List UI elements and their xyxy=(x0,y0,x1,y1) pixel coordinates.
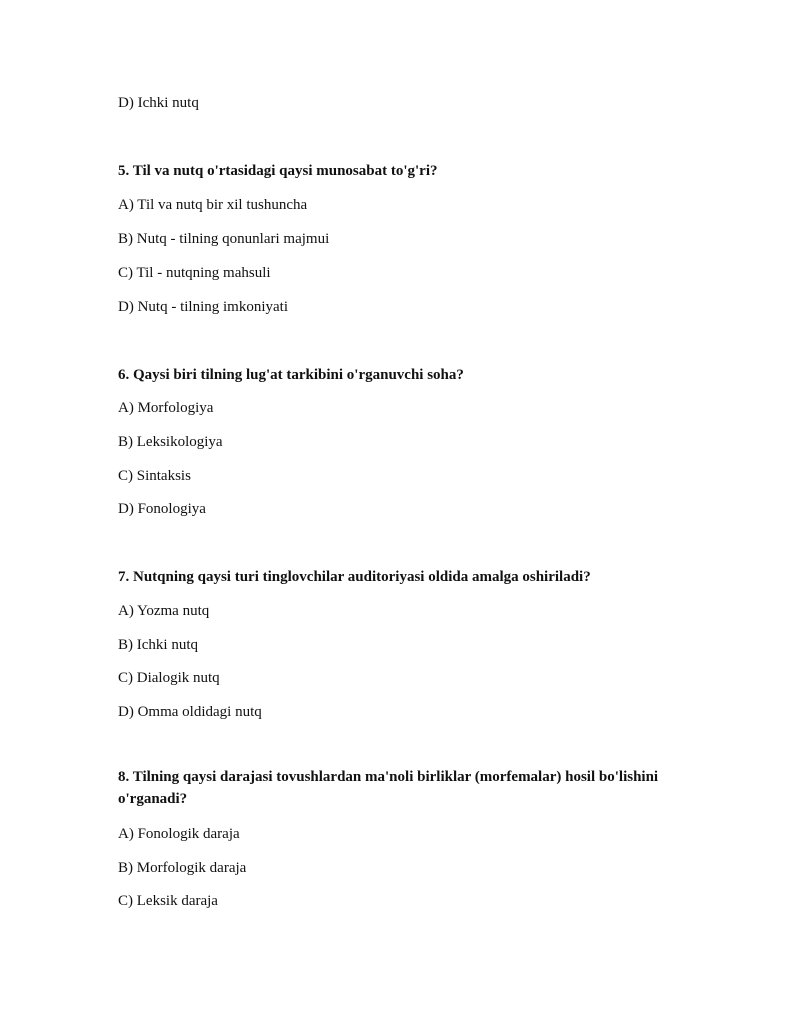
answer-option: C) Sintaksis xyxy=(118,468,191,484)
answer-option: C) Leksik daraja xyxy=(118,893,218,909)
answer-option: B) Leksikologiya xyxy=(118,434,223,450)
answer-option: D) Omma oldidagi nutq xyxy=(118,704,262,720)
question-title: 8. Tilning qaysi darajasi tovushlardan ma'noli birliklar (morfemalar) hosil bo'lishini o'rganadi? xyxy=(118,769,659,807)
answer-option: D) Ichki nutq xyxy=(118,95,199,111)
answer-option: A) Til va nutq bir xil tushuncha xyxy=(118,197,308,213)
answer-option: D) Fonologiya xyxy=(118,501,206,517)
answer-option: B) Morfologik daraja xyxy=(118,860,247,876)
question-title: 6. Qaysi biri tilning lug'at tarkibini o'rganuvchi soha? xyxy=(118,367,464,383)
answer-option: D) Nutq - tilning imkoniyati xyxy=(118,299,288,315)
answer-option: A) Fonologik daraja xyxy=(118,826,240,842)
answer-option: B) Nutq - tilning qonunlari majmui xyxy=(118,231,330,247)
answer-option: A) Morfologiya xyxy=(118,400,214,416)
answer-option: A) Yozma nutq xyxy=(118,603,210,619)
answer-option: B) Ichki nutq xyxy=(118,637,198,653)
answer-option: C) Til - nutqning mahsuli xyxy=(118,265,271,281)
answer-option: C) Dialogik nutq xyxy=(118,670,220,686)
question-title: 5. Til va nutq o'rtasidagi qaysi munosabat to'g'ri? xyxy=(118,163,438,179)
question-title: 7. Nutqning qaysi turi tinglovchilar auditoriyasi oldida amalga oshiriladi? xyxy=(118,569,591,585)
